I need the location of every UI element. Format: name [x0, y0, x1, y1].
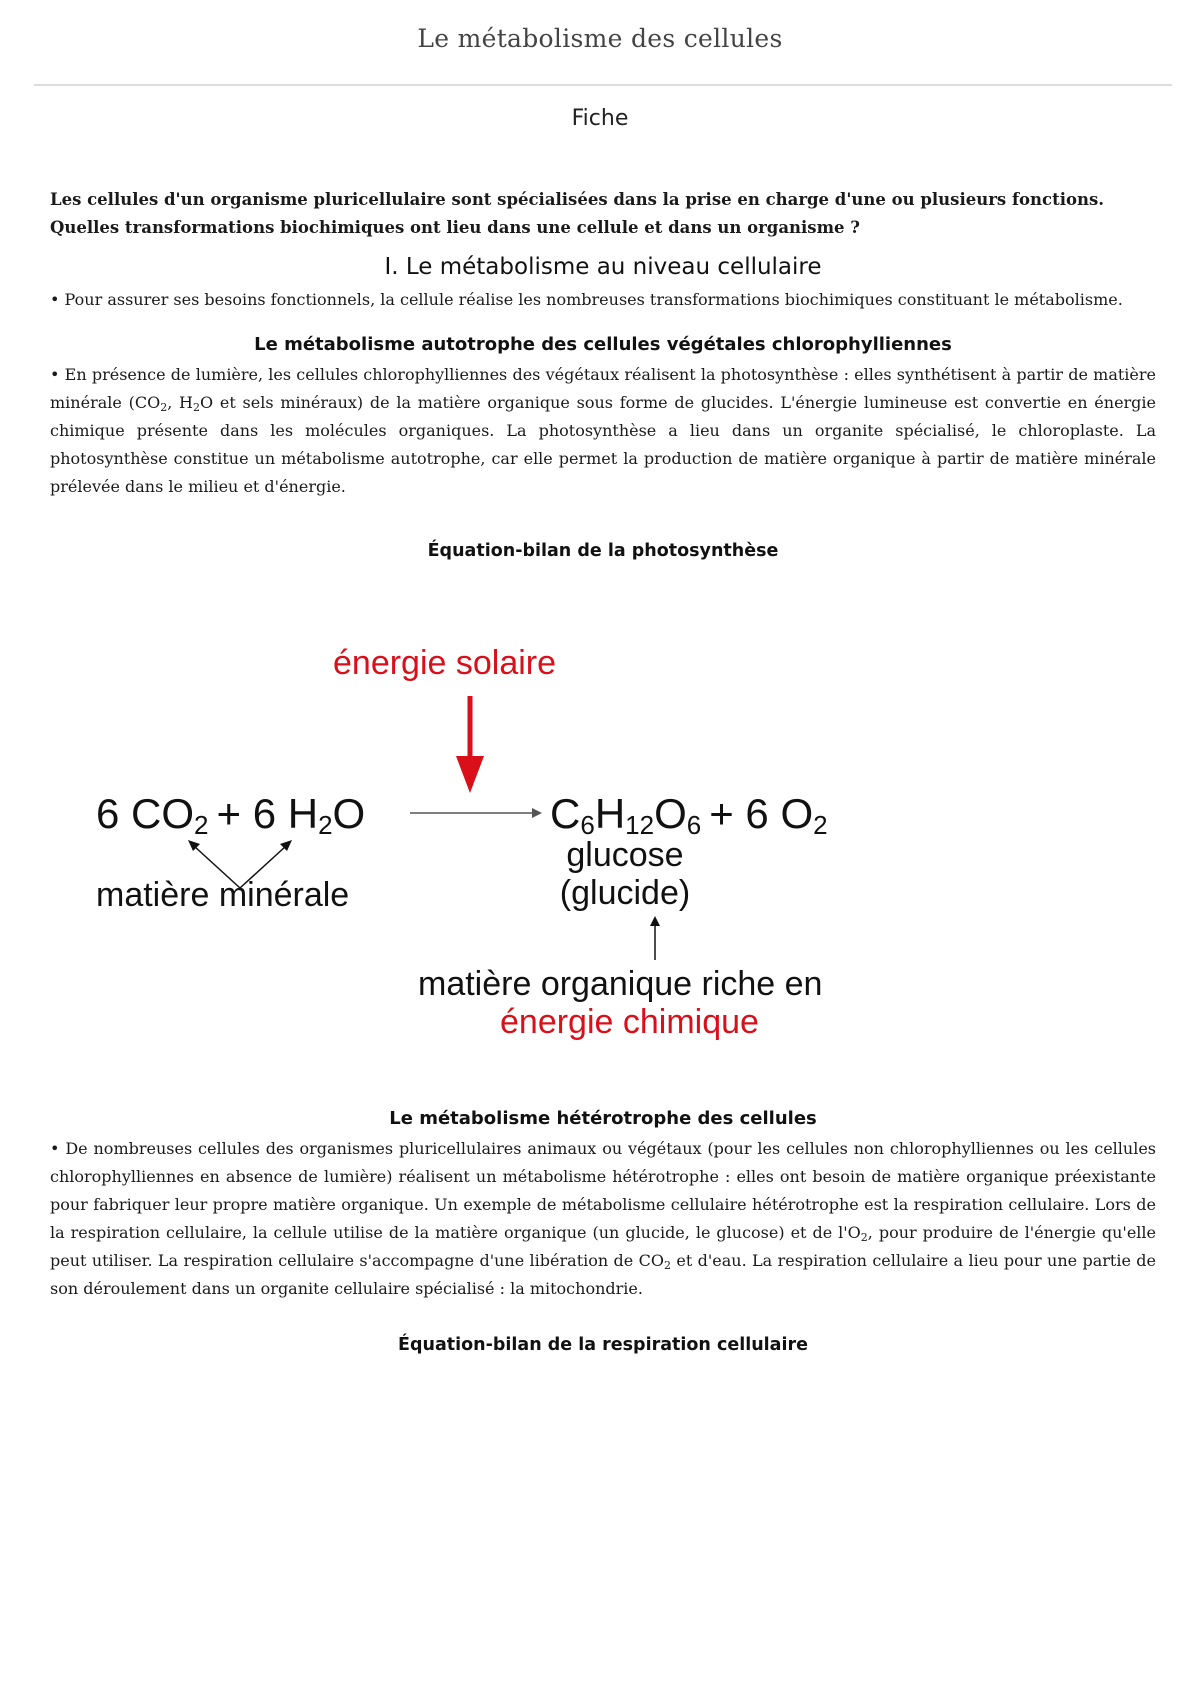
- section-1-title: I. Le métabolisme au niveau cellulaire: [384, 254, 822, 280]
- photosynthesis-equation-title: Équation-bilan de la photosynthèse: [427, 541, 779, 561]
- autotrophe-text-2: , H: [167, 393, 194, 412]
- glucide-label: (glucide): [559, 874, 691, 912]
- organic-label: matière organique riche en: [418, 965, 823, 1003]
- lhs-sub: 2: [318, 810, 333, 840]
- rhs-sub: 6: [686, 810, 702, 840]
- lhs-sub: 2: [194, 810, 209, 840]
- lhs-o: O: [332, 790, 366, 837]
- autotrophe-text-3: O et sels minéraux) de la matière organique sous forme de glucides. L'énergie lumineuse est convertie en énergie chimique présente dans les molécules organiques. La photosynthèse a lieu dans un organite spécialisé, le chloroplaste. La photosynthèse constitue un métabolisme autotrophe, car elle permet la production de matière organique à partir de matière minérale prélevée dans le milieu et d'énergie.: [50, 393, 1157, 496]
- page-subtitle: Fiche: [571, 106, 629, 131]
- organic-arrow-head: [650, 916, 660, 926]
- autotrophe-title: Le métabolisme autotrophe des cellules végétales chlorophylliennes: [254, 334, 952, 355]
- rhs-sub: 6: [580, 810, 595, 840]
- lhs-co2: 6 CO: [96, 790, 195, 837]
- heterotrophe-title: Le métabolisme hétérotrophe des cellules: [389, 1108, 817, 1129]
- heterotrophe-paragraph: [50, 1135, 1156, 1303]
- energy-label: énergie solaire: [333, 644, 557, 682]
- intro-paragraph: Les cellules d'un organisme pluricellulaire sont spécialisées dans la prise en charge d'une ou plusieurs fonctions. Quelles transformations biochimiques ont lieu dans une cellule et dans un organisme ?: [50, 190, 1105, 237]
- page-header-title: Le métabolisme des cellules: [417, 24, 783, 53]
- heterotrophe-text-2: , pour produire de l'énergie qu'elle peut utiliser. La respiration cellulaire s'accompagne d'une libération de CO: [50, 1223, 1156, 1270]
- rhs-h: H: [594, 790, 626, 837]
- equation-lhs: [96, 790, 365, 840]
- lhs-h2o: + 6 H: [216, 790, 319, 837]
- rhs-o2: + 6 O: [709, 790, 814, 837]
- energy-arrow-head: [456, 756, 484, 793]
- rhs-sub: 2: [813, 810, 828, 840]
- glucose-label: glucose: [566, 836, 684, 874]
- rhs-o: O: [654, 790, 687, 837]
- heterotrophe-text-1: • De nombreuses cellules des organismes pluricellulaires animaux ou végétaux (pour les cellules non chlorophylliennes ou les cellules chlorophylliennes en absence de lumière) réalisent un métabolisme hétérotrophe : elles ont besoin de matière organique préexistante pour fabriquer leur propre matière organique. Un exemple de métabolisme cellulaire hétérotrophe est la respiration cellulaire. Lors de la respiration cellulaire, la cellule utilise de la matière organique (un glucide, le glucose) et de l'O: [50, 1139, 1156, 1242]
- main-content: [50, 186, 1156, 561]
- section-1-bullet: • Pour assurer ses besoins fonctionnels, la cellule réalise les nombreuses transformations biochimiques constituant le métabolisme.: [50, 290, 1123, 309]
- subscript: 2: [860, 1231, 868, 1244]
- subscript: 2: [160, 401, 168, 414]
- subscript: 2: [664, 1259, 671, 1272]
- chemical-energy-label: énergie chimique: [500, 1003, 759, 1041]
- rhs-c: C: [550, 790, 581, 837]
- heterotrophe-section: [50, 1108, 1156, 1355]
- heterotrophe-text-3: et d'eau. La respiration cellulaire a lieu pour une partie de son déroulement dans un organite cellulaire spécialisé : la mitochondrie.: [50, 1251, 1157, 1298]
- mineral-label: matière minérale: [96, 876, 350, 914]
- photosynthesis-diagram: [80, 618, 920, 1058]
- rhs-sub: 12: [625, 810, 655, 840]
- subscript: 2: [193, 401, 201, 414]
- autotrophe-text-1: • En présence de lumière, les cellules chlorophylliennes des végétaux réalisent la photosynthèse : elles synthétisent à partir de matière minérale (CO: [50, 365, 1156, 412]
- autotrophe-paragraph: [50, 361, 1156, 501]
- equation-rhs: [550, 790, 828, 840]
- respiration-equation-title: Équation-bilan de la respiration cellulaire: [398, 1335, 808, 1355]
- reaction-arrow-head: [532, 808, 542, 818]
- header-divider: [34, 84, 1172, 86]
